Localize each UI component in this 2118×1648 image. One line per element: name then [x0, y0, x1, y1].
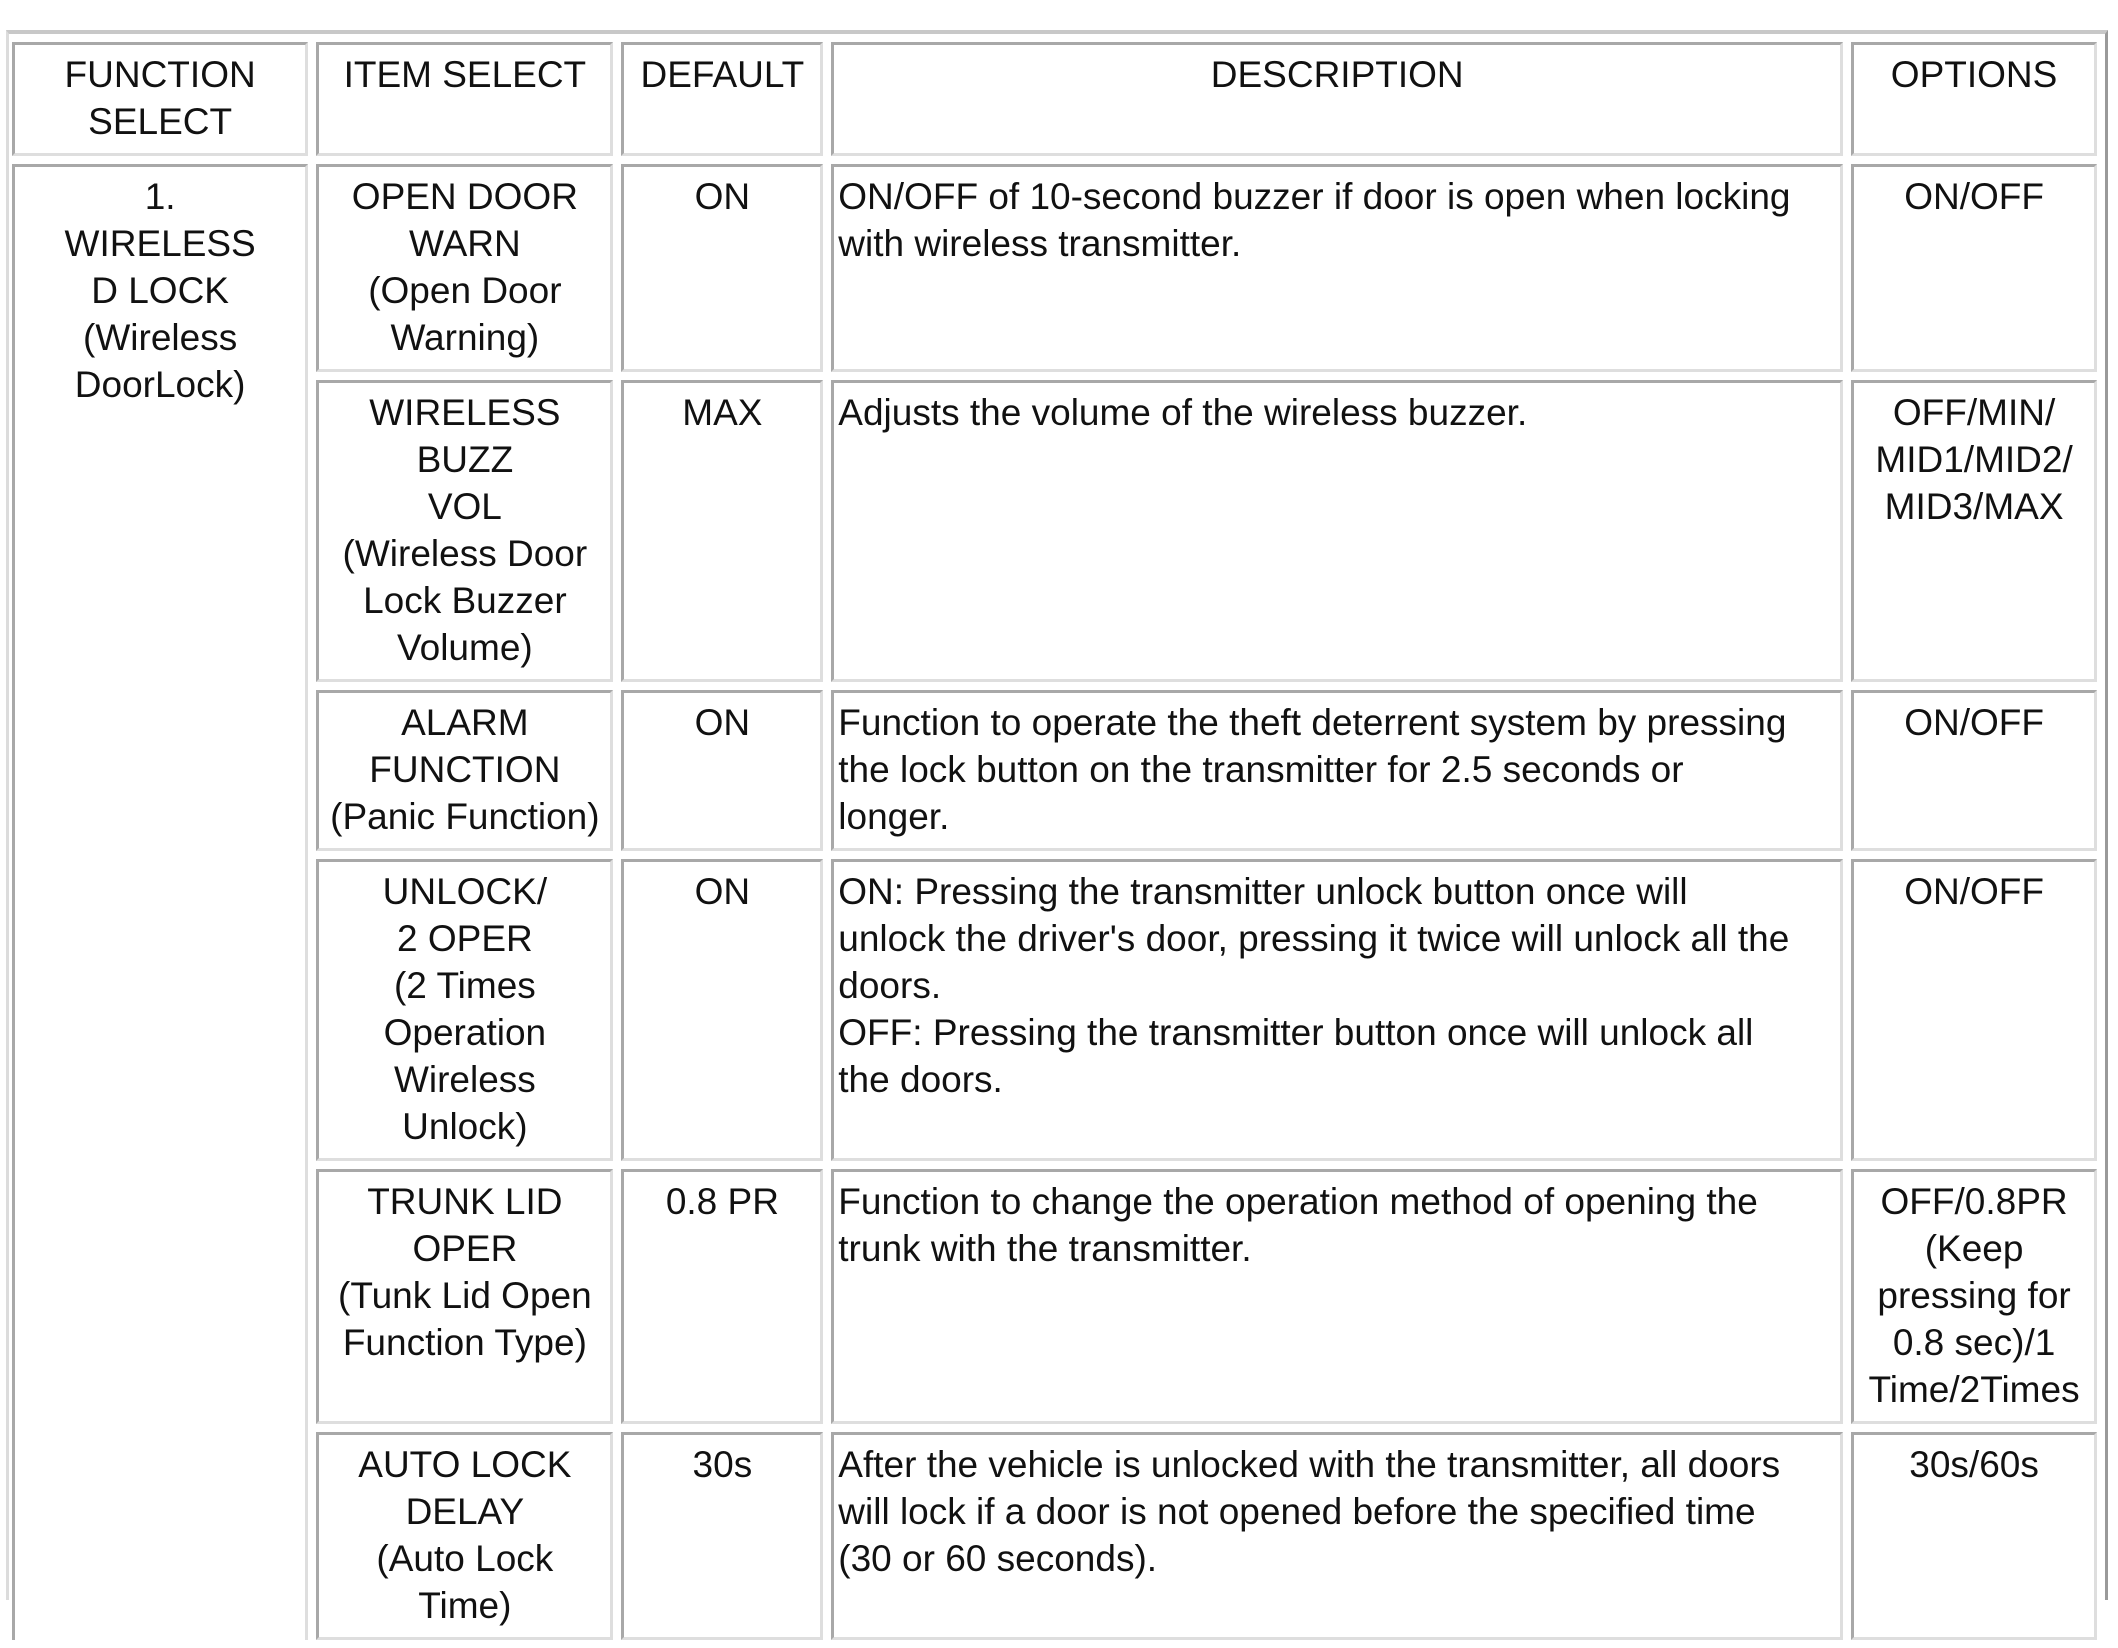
function-select-cell: 1. WIRELESS D LOCK (Wireless DoorLock) [12, 164, 308, 1640]
default-cell: 30s [621, 1432, 823, 1640]
description-cell: Adjusts the volume of the wireless buzzer. [831, 380, 1843, 682]
header-row [12, 42, 2097, 156]
default-cell: 0.8 PR [621, 1169, 823, 1424]
description-cell: ON/OFF of 10-second buzzer if door is open when locking with wireless transmitter. [831, 164, 1843, 372]
table-frame [6, 30, 2108, 1626]
header-default: DEFAULT [621, 42, 823, 156]
default-cell: ON [621, 690, 823, 851]
options-cell: 30s/60s [1851, 1432, 2097, 1640]
item-select-cell: WIRELESS BUZZ VOL (Wireless Door Lock Buzzer Volume) [316, 380, 613, 682]
function-settings-table [4, 34, 2105, 1648]
item-select-cell: ALARM FUNCTION (Panic Function) [316, 690, 613, 851]
options-cell: ON/OFF [1851, 859, 2097, 1161]
options-cell: ON/OFF [1851, 690, 2097, 851]
default-cell: ON [621, 164, 823, 372]
table-row [12, 690, 2097, 851]
header-description: DESCRIPTION [831, 42, 1843, 156]
description-cell: ON: Pressing the transmitter unlock button once will unlock the driver's door, pressing it twice will unlock all the doors. OFF: Pressing the transmitter button once will unlock all the doors. [831, 859, 1843, 1161]
table-row [12, 164, 2097, 372]
options-cell: ON/OFF [1851, 164, 2097, 372]
options-cell: OFF/MIN/ MID1/MID2/ MID3/MAX [1851, 380, 2097, 682]
header-function-select: FUNCTION SELECT [12, 42, 308, 156]
item-select-cell: UNLOCK/ 2 OPER (2 Times Operation Wireless Unlock) [316, 859, 613, 1161]
item-select-cell: AUTO LOCK DELAY (Auto Lock Time) [316, 1432, 613, 1640]
table-row [12, 1432, 2097, 1640]
header-item-select: ITEM SELECT [316, 42, 613, 156]
item-select-cell: OPEN DOOR WARN (Open Door Warning) [316, 164, 613, 372]
header-options: OPTIONS [1851, 42, 2097, 156]
description-cell: After the vehicle is unlocked with the transmitter, all doors will lock if a door is not opened before the specified time (30 or 60 seconds). [831, 1432, 1843, 1640]
table-row [12, 1169, 2097, 1424]
options-cell: OFF/0.8PR (Keep pressing for 0.8 sec)/1 Time/2Times [1851, 1169, 2097, 1424]
description-cell: Function to change the operation method of opening the trunk with the transmitter. [831, 1169, 1843, 1424]
table-row [12, 380, 2097, 682]
item-select-cell: TRUNK LID OPER (Tunk Lid Open Function Type) [316, 1169, 613, 1424]
description-cell: Function to operate the theft deterrent system by pressing the lock button on the transmitter for 2.5 seconds or longer. [831, 690, 1843, 851]
default-cell: MAX [621, 380, 823, 682]
default-cell: ON [621, 859, 823, 1161]
table-row [12, 859, 2097, 1161]
